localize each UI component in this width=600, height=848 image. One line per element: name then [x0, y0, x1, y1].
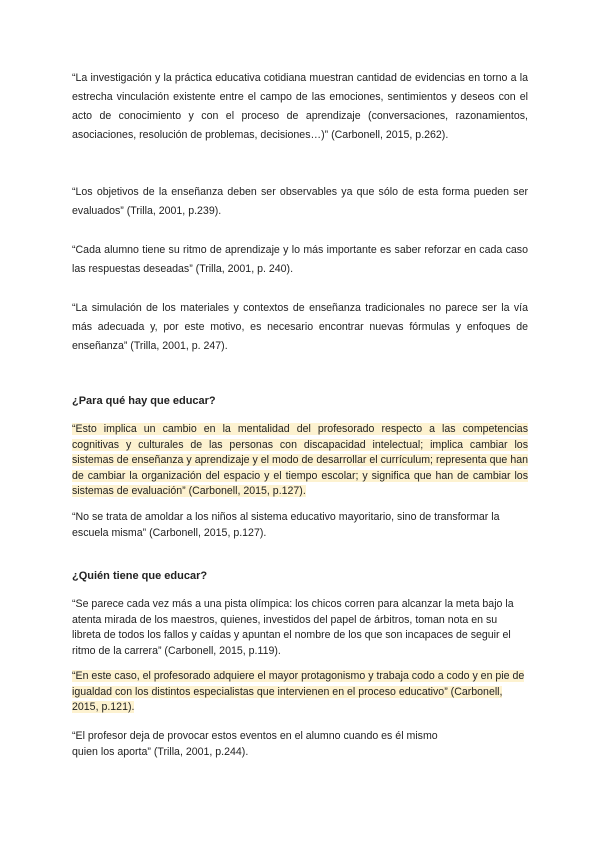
heading-quien: ¿Quién tiene que educar? [72, 570, 208, 582]
quote-amoldar: “No se trata de amoldar a los niños al sistema educativo mayoritario, sino de transformar la escuela misma” (Carbonell, 2015, p.127). [72, 511, 500, 539]
quote-profesor-eventos [72, 729, 528, 760]
quote-objetivos: “Los objetivos de la enseñanza deben ser observables ya que sólo de esta forma pueden ser evaluados” (Trilla, 2001, p.239). [72, 186, 528, 217]
quote-cambio-mentalidad [72, 422, 528, 500]
quote-simulacion: “La simulación de los materiales y contextos de enseñanza tradicionales no parece ser la vía más adecuada y, por este motivo, es necesario encontrar nuevas fórmulas y enfoques de enseñanza” (Trilla, 2001, p. 247). [72, 302, 528, 352]
highlight: “Esto implica un cambio en la mentalidad del profesorado respecto a las competencias cognitivas y culturales de las personas con discapacidad intelectual; implica cambiar los sistemas de enseñanza y aprendizaje y el modo de desarrollar el currículum; representa que han de cambiar la organización del espacio y el tiempo escolar; y significa que han de cambiar los sistemas de evaluación” (Carbonell, 2015, p.127). [72, 423, 528, 497]
quote-pista-olimpica: “Se parece cada vez más a una pista olímpica: los chicos corren para alcanzar la meta bajo la atenta mirada de los maestros, quienes, investidos del papel de árbitros, toman nota en su libreta de todos los fallos y caídas y apuntan el nombre de los que son incapaces de seguir el ritmo de la carrera” (Carbonell, 2015, p.119). [72, 598, 514, 657]
highlight: “En este caso, el profesorado adquiere el mayor protagonismo y trabaja codo a codo y en pie de igualdad con los distintos especialistas que intervienen en el proceso educativo” (Carbonell, 2015, p.121). [72, 670, 525, 713]
quote-protagonismo [72, 669, 528, 716]
quote-line: quien los aporta” (Trilla, 2001, p.244). [72, 745, 249, 758]
heading-para-que: ¿Para qué hay que educar? [72, 395, 216, 407]
quote-line: “El profesor deja de provocar estos eventos en el alumno cuando es él mismo [72, 730, 438, 742]
quote-ritmo: “Cada alumno tiene su ritmo de aprendizaje y lo más importante es saber reforzar en cada caso las respuestas deseadas” (Trilla, 2001, p. 240). [72, 244, 528, 275]
quote-emociones: “La investigación y la práctica educativa cotidiana muestran cantidad de evidencias en torno a la estrecha vinculación existente entre el campo de las emociones, sentimientos y deseos con el acto de conocimiento y con el proceso de aprendizaje (conversaciones, razonamientos, asociaciones, resolución de problemas, decisiones…)” (Carbonell, 2015, p.262). [72, 72, 528, 141]
